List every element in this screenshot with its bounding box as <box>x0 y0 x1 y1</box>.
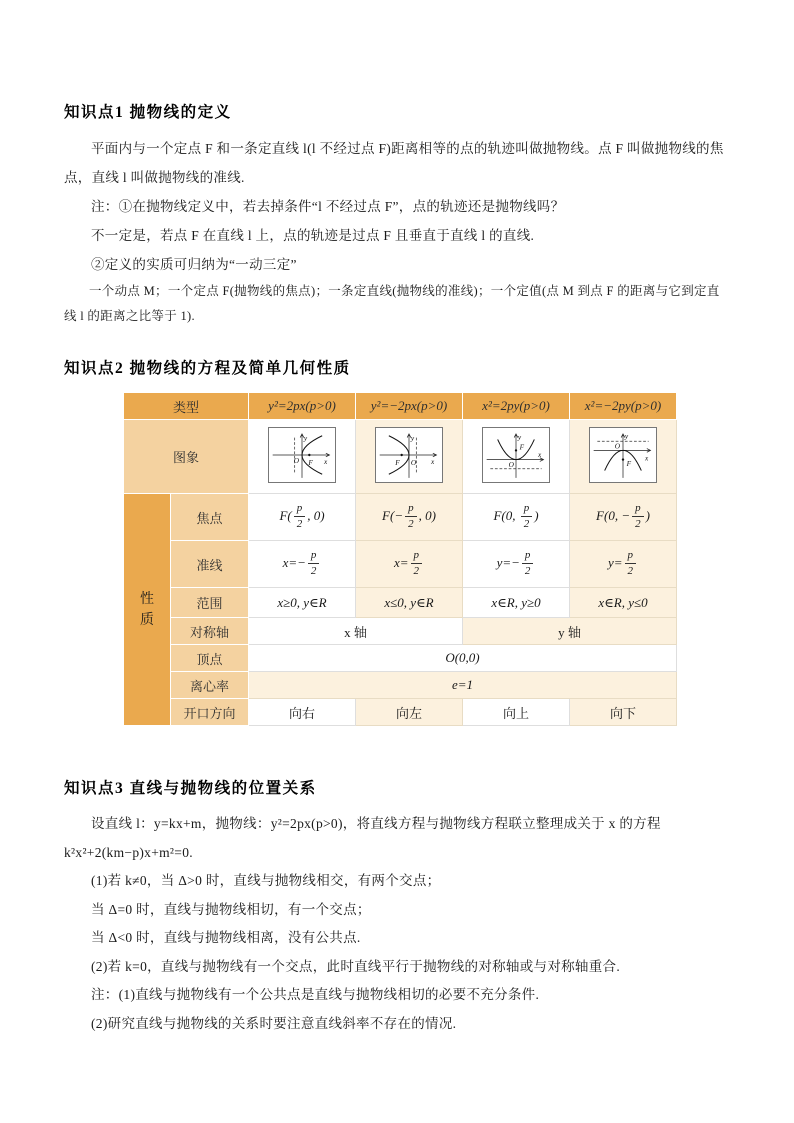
kp1-note-detail: 一个动点 M；一个定点 F(抛物线的焦点)；一条定直线(抛物线的准线)；一个定值(点 M 到点 F 的距离与它到定直线 l 的距离之比等于 1). <box>64 284 720 323</box>
focus-label: F <box>626 459 632 468</box>
opening-cell-1: 向右 <box>249 699 356 726</box>
directrix-cell-3: y=− $\frac{p}{2}$ <box>463 541 570 588</box>
parabola-properties-table <box>123 392 677 726</box>
kp1-note-answer: 不一定是，若点 F 在直线 l 上，点的轨迹是过点 F 且垂直于直线 l 的直线. <box>91 228 535 243</box>
range-cell-4: x∈R, y≤0 <box>570 588 677 618</box>
axis-cell-x: x 轴 <box>249 618 463 645</box>
focus-label: F <box>395 458 400 468</box>
kp3-case1c: 当 Δ<0 时，直线与抛物线相离，没有公共点. <box>91 930 361 945</box>
graph-label: 图象 <box>124 420 249 494</box>
kp1-note-2: ②定义的实质可归纳为“一动三定” <box>91 257 297 272</box>
opening-cell-4: 向下 <box>570 699 677 726</box>
kp3-title: 知识点3 直线与抛物线的位置关系 <box>64 780 317 797</box>
properties-label: 性质 <box>124 494 171 726</box>
y-axis-label: y <box>410 433 415 443</box>
directrix-cell-1: x=− $\frac{p}{2}$ <box>249 541 356 588</box>
kp3-case1b: 当 Δ=0 时，直线与抛物线相切，有一个交点； <box>91 901 371 917</box>
graph-cell-open-up <box>463 420 570 494</box>
row-axis <box>124 618 677 645</box>
row-eccentricity <box>124 672 677 699</box>
opening-label-cell: 开口方向 <box>171 699 249 726</box>
opening-cell-2: 向左 <box>356 699 463 726</box>
origin-label: O <box>410 458 417 468</box>
vertex-label-cell: 顶点 <box>171 645 249 672</box>
directrix-label-cell: 准线 <box>171 541 249 588</box>
kp3-case2: (2)若 k=0，直线与抛物线有一个交点，此时直线平行于抛物线的对称轴或与对称轴重合. <box>91 958 621 974</box>
parabola-open-right-icon <box>268 427 336 483</box>
kp3-note-1: 注：(1)直线与抛物线有一个公共点是直线与抛物线相切的必要不充分条件. <box>91 987 540 1002</box>
x-axis-label: x <box>431 457 435 467</box>
parabola-open-up-icon <box>482 427 550 483</box>
x-axis-label: x <box>538 449 542 459</box>
eccentricity-cell: e=1 <box>249 672 677 699</box>
type-cell-4: x²=−2py(p>0) <box>570 393 677 420</box>
graph-cell-open-down <box>570 420 677 494</box>
axis-label-cell: 对称轴 <box>171 618 249 645</box>
row-directrix <box>124 541 677 588</box>
kp1-note-1: 注：①在抛物线定义中，若去掉条件“l 不经过点 F”，点的轨迹还是抛物线吗？ <box>91 199 565 214</box>
kp3-setup: 设直线 l：y=kx+m，抛物线：y²=2px(p>0)，将直线方程与抛物线方程联立整理成关于 x 的方程 k²x²+2(km−p)x+m²=0. <box>64 816 661 860</box>
y-axis-label: y <box>303 433 308 443</box>
focus-cell-3: F(0, $\frac{p}{2}$ ) <box>463 494 570 541</box>
row-type <box>124 393 677 420</box>
directrix-cell-4: y= $\frac{p}{2}$ <box>570 541 677 588</box>
section-kp3 <box>64 776 732 1038</box>
kp2-title: 知识点2 抛物线的方程及简单几何性质 <box>64 360 351 377</box>
range-label-cell: 范围 <box>171 588 249 618</box>
row-opening <box>124 699 677 726</box>
y-axis-label: y <box>624 431 629 441</box>
kp3-note-2: (2)研究直线与抛物线的关系时要注意直线斜率不存在的情况. <box>91 1015 457 1031</box>
focus-label-cell: 焦点 <box>171 494 249 541</box>
type-cell-2: y²=−2px(p>0) <box>356 393 463 420</box>
kp3-case1: (1)若 k≠0，当 Δ>0 时，直线与抛物线相交，有两个交点； <box>91 873 441 888</box>
row-vertex <box>124 645 677 672</box>
graph-cell-open-left <box>356 420 463 494</box>
row-range <box>124 588 677 618</box>
vertex-cell: O(0,0) <box>249 645 677 672</box>
kp1-paragraph: 平面内与一个定点 F 和一条定直线 l(l 不经过点 F)距离相等的点的轨迹叫做抛物线。点 F 叫做抛物线的焦点，直线 l 叫做抛物线的准线. <box>64 141 724 185</box>
range-cell-3: x∈R, y≥0 <box>463 588 570 618</box>
focus-cell-1: F( $\frac{p}{2}$ , 0) <box>249 494 356 541</box>
focus-cell-2: F(− $\frac{p}{2}$ , 0) <box>356 494 463 541</box>
origin-label: O <box>508 459 514 469</box>
row-focus <box>124 494 677 541</box>
kp1-title: 知识点1 抛物线的定义 <box>64 104 232 121</box>
opening-cell-3: 向上 <box>463 699 570 726</box>
row-graph <box>124 420 677 494</box>
axis-cell-y: y 轴 <box>463 618 677 645</box>
focus-label: F <box>519 442 525 452</box>
parabola-open-down-icon <box>589 427 657 483</box>
directrix-cell-2: x= $\frac{p}{2}$ <box>356 541 463 588</box>
range-cell-2: x≤0, y∈R <box>356 588 463 618</box>
graph-cell-open-right <box>249 420 356 494</box>
eccentricity-label-cell: 离心率 <box>171 672 249 699</box>
type-cell-3: x²=2py(p>0) <box>463 393 570 420</box>
type-cell-1: y²=2px(p>0) <box>249 393 356 420</box>
focus-label: F <box>308 458 313 468</box>
x-axis-label: x <box>324 457 328 467</box>
section-kp2 <box>64 356 732 726</box>
origin-label: O <box>293 456 300 466</box>
origin-label: O <box>614 441 621 451</box>
range-cell-1: x≥0, y∈R <box>249 588 356 618</box>
section-kp1 <box>64 100 732 328</box>
y-axis-label: y <box>517 432 522 442</box>
type-label: 类型 <box>124 393 249 420</box>
parabola-open-left-icon <box>375 427 443 483</box>
x-axis-label: x <box>645 453 649 463</box>
focus-cell-4: F(0, − $\frac{p}{2}$ ) <box>570 494 677 541</box>
